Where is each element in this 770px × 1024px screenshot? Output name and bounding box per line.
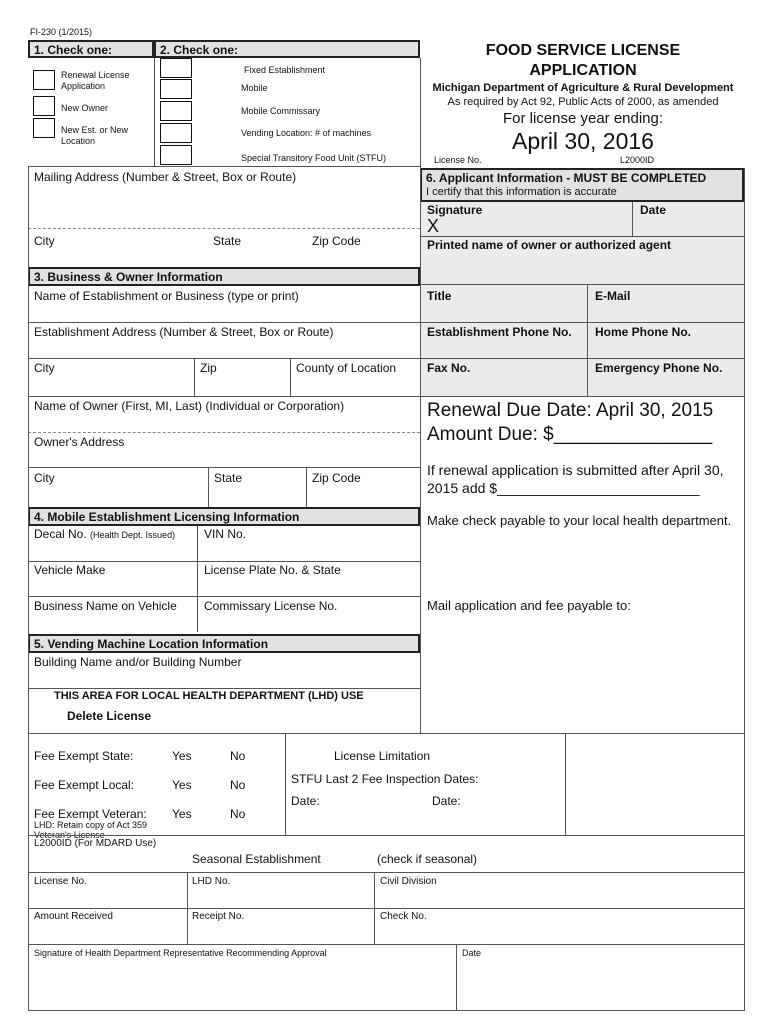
owner-city-label: City [34, 471, 55, 485]
veteran-retain-note: LHD: Retain copy of Act 359 Veteran's License [34, 820, 148, 840]
signature-x-mark: X [427, 216, 440, 236]
form-title-line2: APPLICATION [529, 62, 637, 79]
renewal-label: Renewal License Application [61, 70, 130, 91]
fax-label: Fax No. [427, 361, 471, 375]
emergency-phone-label: Emergency Phone No. [595, 361, 723, 375]
license-year-date: April 30, 2016 [512, 128, 654, 154]
commissary-label: Mobile Commissary [241, 106, 321, 116]
mobile-label: Mobile [241, 83, 268, 93]
lhd-no-label: LHD No. [192, 876, 231, 887]
late-fee-line1: If renewal application is submitted after April 30, [427, 462, 724, 478]
email-label: E-Mail [595, 289, 631, 303]
fee-local-yes[interactable]: Yes [172, 778, 192, 792]
mailing-state-label: State [213, 234, 242, 248]
printed-name-label: Printed name of owner or authorized agent [427, 238, 672, 252]
amount-due: Amount Due: $_______________ [427, 424, 713, 445]
check-no-label: Check No. [380, 911, 427, 922]
title-label: Title [427, 289, 452, 303]
fixed-label: Fixed Establishment [244, 65, 326, 75]
license-no-field-label: License No. [34, 876, 87, 887]
check-payable-note: Make check payable to your local health department. [427, 513, 732, 528]
date2-label: Date: [432, 794, 461, 808]
business-name-vehicle-label: Business Name on Vehicle [34, 599, 177, 613]
decal-label: Decal No. (Health Dept. Issued) [34, 527, 176, 541]
est-phone-label: Establishment Phone No. [427, 325, 572, 339]
section5-header: 5. Vending Machine Location Information [28, 634, 420, 653]
l2000id-mdard-label: L2000ID (For MDARD Use) [34, 838, 157, 849]
amount-received-label: Amount Received [34, 911, 113, 922]
fee-veteran-yes[interactable]: Yes [172, 807, 192, 821]
rep-signature-label: Signature of Health Department Representative Recommending Approval [34, 948, 327, 958]
delete-license-label: Delete License [67, 709, 152, 723]
establishment-name-label: Name of Establishment or Business (type or print) [34, 289, 299, 303]
sig-date-label: Date [640, 203, 667, 217]
fee-exempt-local-label: Fee Exempt Local: [34, 778, 135, 792]
new-location-label: New Est. or New Location [61, 125, 129, 146]
check-one-1-header: 1. Check one: [28, 40, 154, 58]
commissary-checkbox[interactable] [160, 101, 192, 121]
form-title-line1: FOOD SERVICE LICENSE [485, 42, 681, 59]
seasonal-label: Seasonal Establishment [192, 852, 321, 866]
mailing-city-label: City [34, 234, 55, 248]
fee-exempt-veteran-label: Fee Exempt Veteran: [34, 807, 147, 821]
lhd-title: THIS AREA FOR LOCAL HEALTH DEPARTMENT (LHD) USE [54, 690, 364, 702]
receipt-no-label: Receipt No. [192, 911, 245, 922]
stfu-label: Special Transitory Food Unit (STFU) [241, 153, 387, 163]
stfu-dates-label: STFU Last 2 Fee Inspection Dates: [291, 772, 479, 786]
renewal-checkbox[interactable] [33, 70, 55, 90]
license-limitation-label: License Limitation [334, 749, 431, 763]
form-id: FI-230 (1/2015) [30, 27, 93, 37]
owner-zip-label: Zip Code [312, 471, 361, 485]
plate-label: License Plate No. & State [204, 563, 341, 577]
home-phone-label: Home Phone No. [595, 325, 692, 339]
renewal-due-date: Renewal Due Date: April 30, 2015 [427, 400, 714, 421]
rep-date-label: Date [462, 948, 482, 958]
act-reference: As required by Act 92, Public Acts of 2000, as amended [447, 96, 719, 108]
county-label: County of Location [296, 361, 397, 375]
department: Michigan Department of Agriculture & Rural Development [432, 82, 734, 94]
late-fee-line2: 2015 add $__________________________ [427, 480, 700, 496]
l2000id-label: L2000ID [620, 155, 655, 165]
check-one-2-header: 2. Check one: [154, 40, 420, 58]
vin-label: VIN No. [204, 527, 247, 541]
owner-name-label: Name of Owner (First, MI, Last) (Individual or Corporation) [34, 399, 345, 413]
establishment-city-label: City [34, 361, 55, 375]
vehicle-make-label: Vehicle Make [34, 563, 106, 577]
section3-header: 3. Business & Owner Information [28, 267, 420, 286]
mailing-address-label: Mailing Address (Number & Street, Box or Route) [34, 170, 297, 184]
establishment-zip-label: Zip [200, 361, 217, 375]
mailing-zip-label: Zip Code [312, 234, 361, 248]
date1-label: Date: [291, 794, 320, 808]
signature-label: Signature [427, 203, 483, 217]
mobile-checkbox[interactable] [160, 79, 192, 99]
fixed-checkbox[interactable] [160, 58, 192, 78]
commissary-license-label: Commissary License No. [204, 599, 338, 613]
mail-to-label: Mail application and fee payable to: [427, 598, 631, 613]
fee-local-no[interactable]: No [230, 778, 246, 792]
stfu-checkbox[interactable] [160, 145, 192, 165]
fee-veteran-no[interactable]: No [230, 807, 246, 821]
vending-checkbox[interactable] [160, 123, 192, 143]
vending-label: Vending Location: # of machines [241, 128, 372, 138]
new-owner-checkbox[interactable] [33, 96, 55, 116]
civil-division-label: Civil Division [380, 876, 437, 887]
seasonal-check-label: (check if seasonal) [377, 852, 478, 866]
fee-state-yes[interactable]: Yes [172, 749, 192, 763]
establishment-address-label: Establishment Address (Number & Street, Box or Route) [34, 325, 334, 339]
fee-exempt-state-label: Fee Exempt State: [34, 749, 134, 763]
owner-state-label: State [214, 471, 243, 485]
new-location-checkbox[interactable] [33, 118, 55, 138]
section6-header: 6. Applicant Information - MUST BE COMPLETED I certify that this information is accurate [420, 168, 744, 202]
new-owner-label: New Owner [61, 103, 109, 113]
license-year-label: For license year ending: [502, 110, 664, 127]
owner-address-label: Owner's Address [34, 435, 125, 449]
license-no-label: License No. [434, 155, 482, 165]
section4-header: 4. Mobile Establishment Licensing Information [28, 507, 420, 526]
fee-state-no[interactable]: No [230, 749, 246, 763]
building-label: Building Name and/or Building Number [34, 655, 242, 669]
